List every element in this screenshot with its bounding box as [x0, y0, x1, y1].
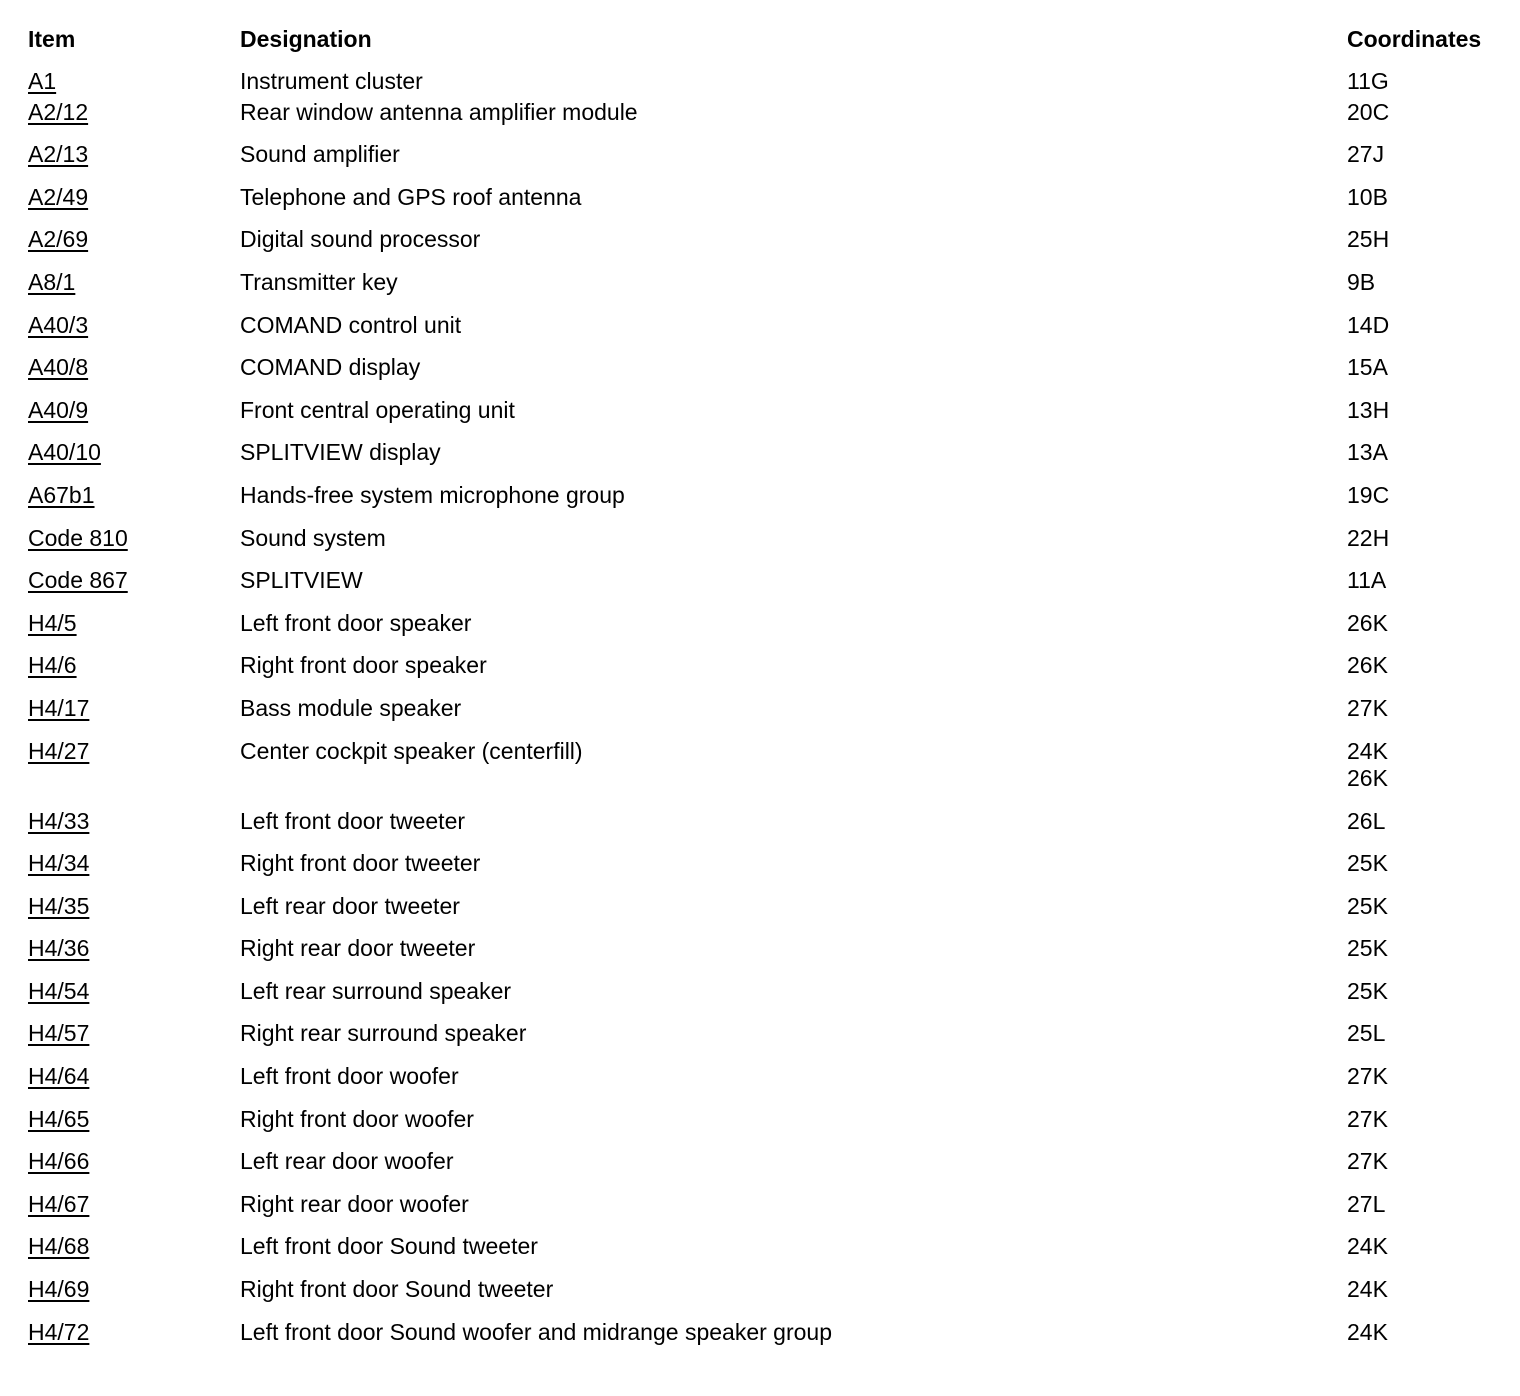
- table-row: [28, 525, 1497, 568]
- coordinate-value: 9B: [1347, 268, 1376, 295]
- item-cell: [28, 482, 240, 525]
- item-cell: [28, 1148, 240, 1191]
- coordinates-cell: [1347, 1276, 1497, 1319]
- coordinates-cell: [1347, 99, 1497, 142]
- header-designation: Designation: [240, 26, 372, 52]
- table-row: [28, 1106, 1497, 1149]
- designation-cell: Transmitter key: [240, 268, 398, 295]
- designation-cell: Telephone and GPS roof antenna: [240, 183, 582, 210]
- coordinate-value: 25K: [1347, 850, 1388, 877]
- item-link[interactable]: Code 810: [28, 524, 128, 551]
- item-link[interactable]: A40/10: [28, 439, 101, 466]
- item-cell: [28, 56, 240, 99]
- coordinate-value: 26K: [1347, 609, 1388, 636]
- table-row: [28, 978, 1497, 1021]
- item-link[interactable]: A40/3: [28, 311, 89, 338]
- table-body: [28, 56, 1497, 1361]
- coordinates-cell: [1347, 482, 1497, 525]
- coordinates-cell: [1347, 56, 1497, 99]
- coordinates-cell: [1347, 1063, 1497, 1106]
- coordinate-value: 13H: [1347, 396, 1390, 423]
- table-row: [28, 893, 1497, 936]
- table-row: [28, 269, 1497, 312]
- item-link[interactable]: A2/13: [28, 141, 89, 168]
- designation-cell: Front central operating unit: [240, 396, 515, 423]
- coordinates-cell: [1347, 141, 1497, 184]
- designation-cell: Bass module speaker: [240, 694, 462, 721]
- item-cell: [28, 226, 240, 269]
- item-cell: [28, 978, 240, 1021]
- item-link[interactable]: Code 867: [28, 567, 128, 594]
- item-cell: [28, 1319, 240, 1362]
- item-link[interactable]: H4/69: [28, 1276, 90, 1303]
- coordinate-value: 15A: [1347, 354, 1388, 381]
- table-row: [28, 184, 1497, 227]
- coordinate-value: 11G: [1347, 68, 1389, 94]
- designation-cell: Hands-free system microphone group: [240, 481, 625, 508]
- item-cell: [28, 269, 240, 312]
- table-row: [28, 1319, 1497, 1362]
- coordinate-value: 26K: [1347, 652, 1388, 679]
- table-row: [28, 312, 1497, 355]
- item-cell: [28, 652, 240, 695]
- designation-cell: Right front door speaker: [240, 652, 487, 679]
- item-cell: [28, 1191, 240, 1234]
- coordinate-value: 14D: [1347, 311, 1390, 338]
- table-row: [28, 482, 1497, 525]
- header-item: Item: [28, 26, 76, 52]
- item-cell: [28, 99, 240, 142]
- coordinates-cell: [1347, 893, 1497, 936]
- designation-cell: COMAND display: [240, 354, 421, 381]
- table-row: [28, 738, 1497, 808]
- header-coordinates: Coordinates: [1347, 26, 1482, 52]
- coordinate-value: 27J: [1347, 141, 1385, 168]
- item-cell: [28, 893, 240, 936]
- designation-cell: Left front door tweeter: [240, 807, 466, 834]
- coordinates-cell: [1347, 738, 1497, 808]
- table-row: [28, 1276, 1497, 1319]
- designation-cell: Left front door woofer: [240, 1063, 459, 1090]
- item-link[interactable]: H4/57: [28, 1020, 90, 1047]
- item-link[interactable]: A1: [28, 68, 57, 94]
- item-link[interactable]: H4/33: [28, 807, 90, 834]
- coordinate-value: 27L: [1347, 1190, 1386, 1217]
- designation-cell: SPLITVIEW display: [240, 439, 441, 466]
- coordinate-value: 27K: [1347, 694, 1388, 721]
- item-cell: [28, 397, 240, 440]
- table-row: [28, 439, 1497, 482]
- coordinates-cell: [1347, 439, 1497, 482]
- item-cell: [28, 610, 240, 653]
- item-link[interactable]: A40/8: [28, 354, 89, 381]
- coordinate-value: 10B: [1347, 183, 1388, 210]
- coordinates-cell: [1347, 397, 1497, 440]
- item-cell: [28, 850, 240, 893]
- item-link[interactable]: H4/34: [28, 850, 90, 877]
- item-cell: [28, 1106, 240, 1149]
- item-link[interactable]: H4/54: [28, 977, 90, 1004]
- coordinates-cell: [1347, 1148, 1497, 1191]
- item-cell: [28, 525, 240, 568]
- coordinate-value: 24K: [1347, 1276, 1388, 1303]
- item-link[interactable]: A8/1: [28, 268, 76, 295]
- designation-cell: Right front door tweeter: [240, 850, 481, 877]
- designation-cell: Center cockpit speaker (centerfill): [240, 737, 583, 764]
- item-link[interactable]: H4/6: [28, 652, 77, 679]
- table-row: [28, 1233, 1497, 1276]
- designation-cell: Left front door Sound tweeter: [240, 1233, 538, 1260]
- item-cell: [28, 1063, 240, 1106]
- coordinate-value: 25H: [1347, 226, 1390, 253]
- table-row: [28, 567, 1497, 610]
- table-row: [28, 808, 1497, 851]
- coordinates-cell: [1347, 610, 1497, 653]
- coordinates-cell: [1347, 1191, 1497, 1234]
- item-link[interactable]: H4/72: [28, 1318, 90, 1345]
- coordinates-cell: [1347, 978, 1497, 1021]
- designation-cell: Sound system: [240, 524, 386, 551]
- table-row: [28, 850, 1497, 893]
- item-link[interactable]: H4/36: [28, 935, 90, 962]
- item-link[interactable]: A2/69: [28, 226, 89, 253]
- coordinate-value: 25K: [1347, 935, 1388, 962]
- designation-cell: Digital sound processor: [240, 226, 481, 253]
- designation-cell: Rear window antenna amplifier module: [240, 98, 638, 125]
- coordinate-value: 24K: [1347, 1318, 1388, 1345]
- coordinates-cell: [1347, 567, 1497, 610]
- coordinates-cell: [1347, 1020, 1497, 1063]
- coordinate-value: 22H: [1347, 524, 1390, 551]
- coordinates-cell: [1347, 354, 1497, 397]
- coordinate-value: 19C: [1347, 481, 1390, 508]
- item-link[interactable]: H4/68: [28, 1233, 90, 1260]
- coordinates-cell: [1347, 226, 1497, 269]
- item-cell: [28, 312, 240, 355]
- item-cell: [28, 695, 240, 738]
- designation-cell: SPLITVIEW: [240, 567, 363, 594]
- item-cell: [28, 439, 240, 482]
- designation-cell: Left front door Sound woofer and midrange speaker group: [240, 1318, 832, 1345]
- designation-cell: Right front door woofer: [240, 1105, 474, 1132]
- table-row: [28, 99, 1497, 142]
- designation-cell: Left rear surround speaker: [240, 977, 512, 1004]
- coordinates-cell: [1347, 1106, 1497, 1149]
- coordinates-cell: [1347, 695, 1497, 738]
- coordinates-cell: [1347, 652, 1497, 695]
- coordinates-cell: [1347, 808, 1497, 851]
- table-row: [28, 226, 1497, 269]
- table-row: [28, 1148, 1497, 1191]
- item-cell: [28, 935, 240, 978]
- table-row: [28, 56, 1497, 99]
- item-cell: [28, 141, 240, 184]
- coordinates-cell: [1347, 935, 1497, 978]
- coordinate-value: 26K: [1347, 764, 1388, 791]
- item-link[interactable]: A40/9: [28, 396, 89, 423]
- designation-cell: Left rear door tweeter: [240, 892, 460, 919]
- item-cell: [28, 1020, 240, 1063]
- coordinate-value: 26L: [1347, 807, 1386, 834]
- table-row: [28, 1063, 1497, 1106]
- item-cell: [28, 738, 240, 808]
- designation-cell: Right rear door woofer: [240, 1190, 469, 1217]
- item-link[interactable]: H4/65: [28, 1105, 90, 1132]
- coordinates-cell: [1347, 312, 1497, 355]
- coordinates-cell: [1347, 1233, 1497, 1276]
- designation-cell: Left front door speaker: [240, 609, 472, 636]
- item-cell: [28, 184, 240, 227]
- item-cell: [28, 567, 240, 610]
- table-row: [28, 652, 1497, 695]
- item-link[interactable]: A2/12: [28, 98, 89, 125]
- coordinate-value: 25K: [1347, 977, 1388, 1004]
- item-link[interactable]: H4/27: [28, 737, 90, 764]
- designation-cell: Right front door Sound tweeter: [240, 1276, 554, 1303]
- designation-cell: COMAND control unit: [240, 311, 462, 338]
- item-cell: [28, 1276, 240, 1319]
- coordinate-value: 24K: [1347, 737, 1388, 764]
- designation-cell: Right rear door tweeter: [240, 935, 476, 962]
- component-legend-table: [28, 26, 1497, 1361]
- item-cell: [28, 1233, 240, 1276]
- designation-cell: Right rear surround speaker: [240, 1020, 527, 1047]
- coordinates-cell: [1347, 850, 1497, 893]
- table-row: [28, 141, 1497, 184]
- coordinates-cell: [1347, 1319, 1497, 1362]
- coordinate-value: 25K: [1347, 892, 1388, 919]
- table-header-row: [28, 26, 1497, 56]
- coordinate-value: 25L: [1347, 1020, 1386, 1047]
- table-row: [28, 397, 1497, 440]
- item-link[interactable]: H4/35: [28, 892, 90, 919]
- designation-cell: Left rear door woofer: [240, 1148, 454, 1175]
- coordinates-cell: [1347, 184, 1497, 227]
- table-row: [28, 354, 1497, 397]
- item-link[interactable]: H4/17: [28, 694, 90, 721]
- item-cell: [28, 808, 240, 851]
- coordinate-value: 27K: [1347, 1148, 1388, 1175]
- item-link[interactable]: H4/67: [28, 1190, 90, 1217]
- item-link[interactable]: H4/66: [28, 1148, 90, 1175]
- coordinates-cell: [1347, 269, 1497, 312]
- designation-cell: Instrument cluster: [240, 68, 423, 94]
- coordinate-value: 11A: [1347, 567, 1387, 594]
- item-link[interactable]: H4/64: [28, 1063, 90, 1090]
- table-row: [28, 610, 1497, 653]
- coordinate-value: 27K: [1347, 1063, 1388, 1090]
- coordinates-cell: [1347, 525, 1497, 568]
- coordinate-value: 24K: [1347, 1233, 1388, 1260]
- item-cell: [28, 354, 240, 397]
- table-row: [28, 935, 1497, 978]
- table-row: [28, 1020, 1497, 1063]
- coordinate-value: 20C: [1347, 98, 1390, 125]
- designation-cell: Sound amplifier: [240, 141, 400, 168]
- table-row: [28, 1191, 1497, 1234]
- table-row: [28, 695, 1497, 738]
- item-link[interactable]: H4/5: [28, 609, 77, 636]
- coordinate-value: 27K: [1347, 1105, 1388, 1132]
- coordinate-value: 13A: [1347, 439, 1388, 466]
- item-link[interactable]: A67b1: [28, 481, 95, 508]
- item-link[interactable]: A2/49: [28, 183, 89, 210]
